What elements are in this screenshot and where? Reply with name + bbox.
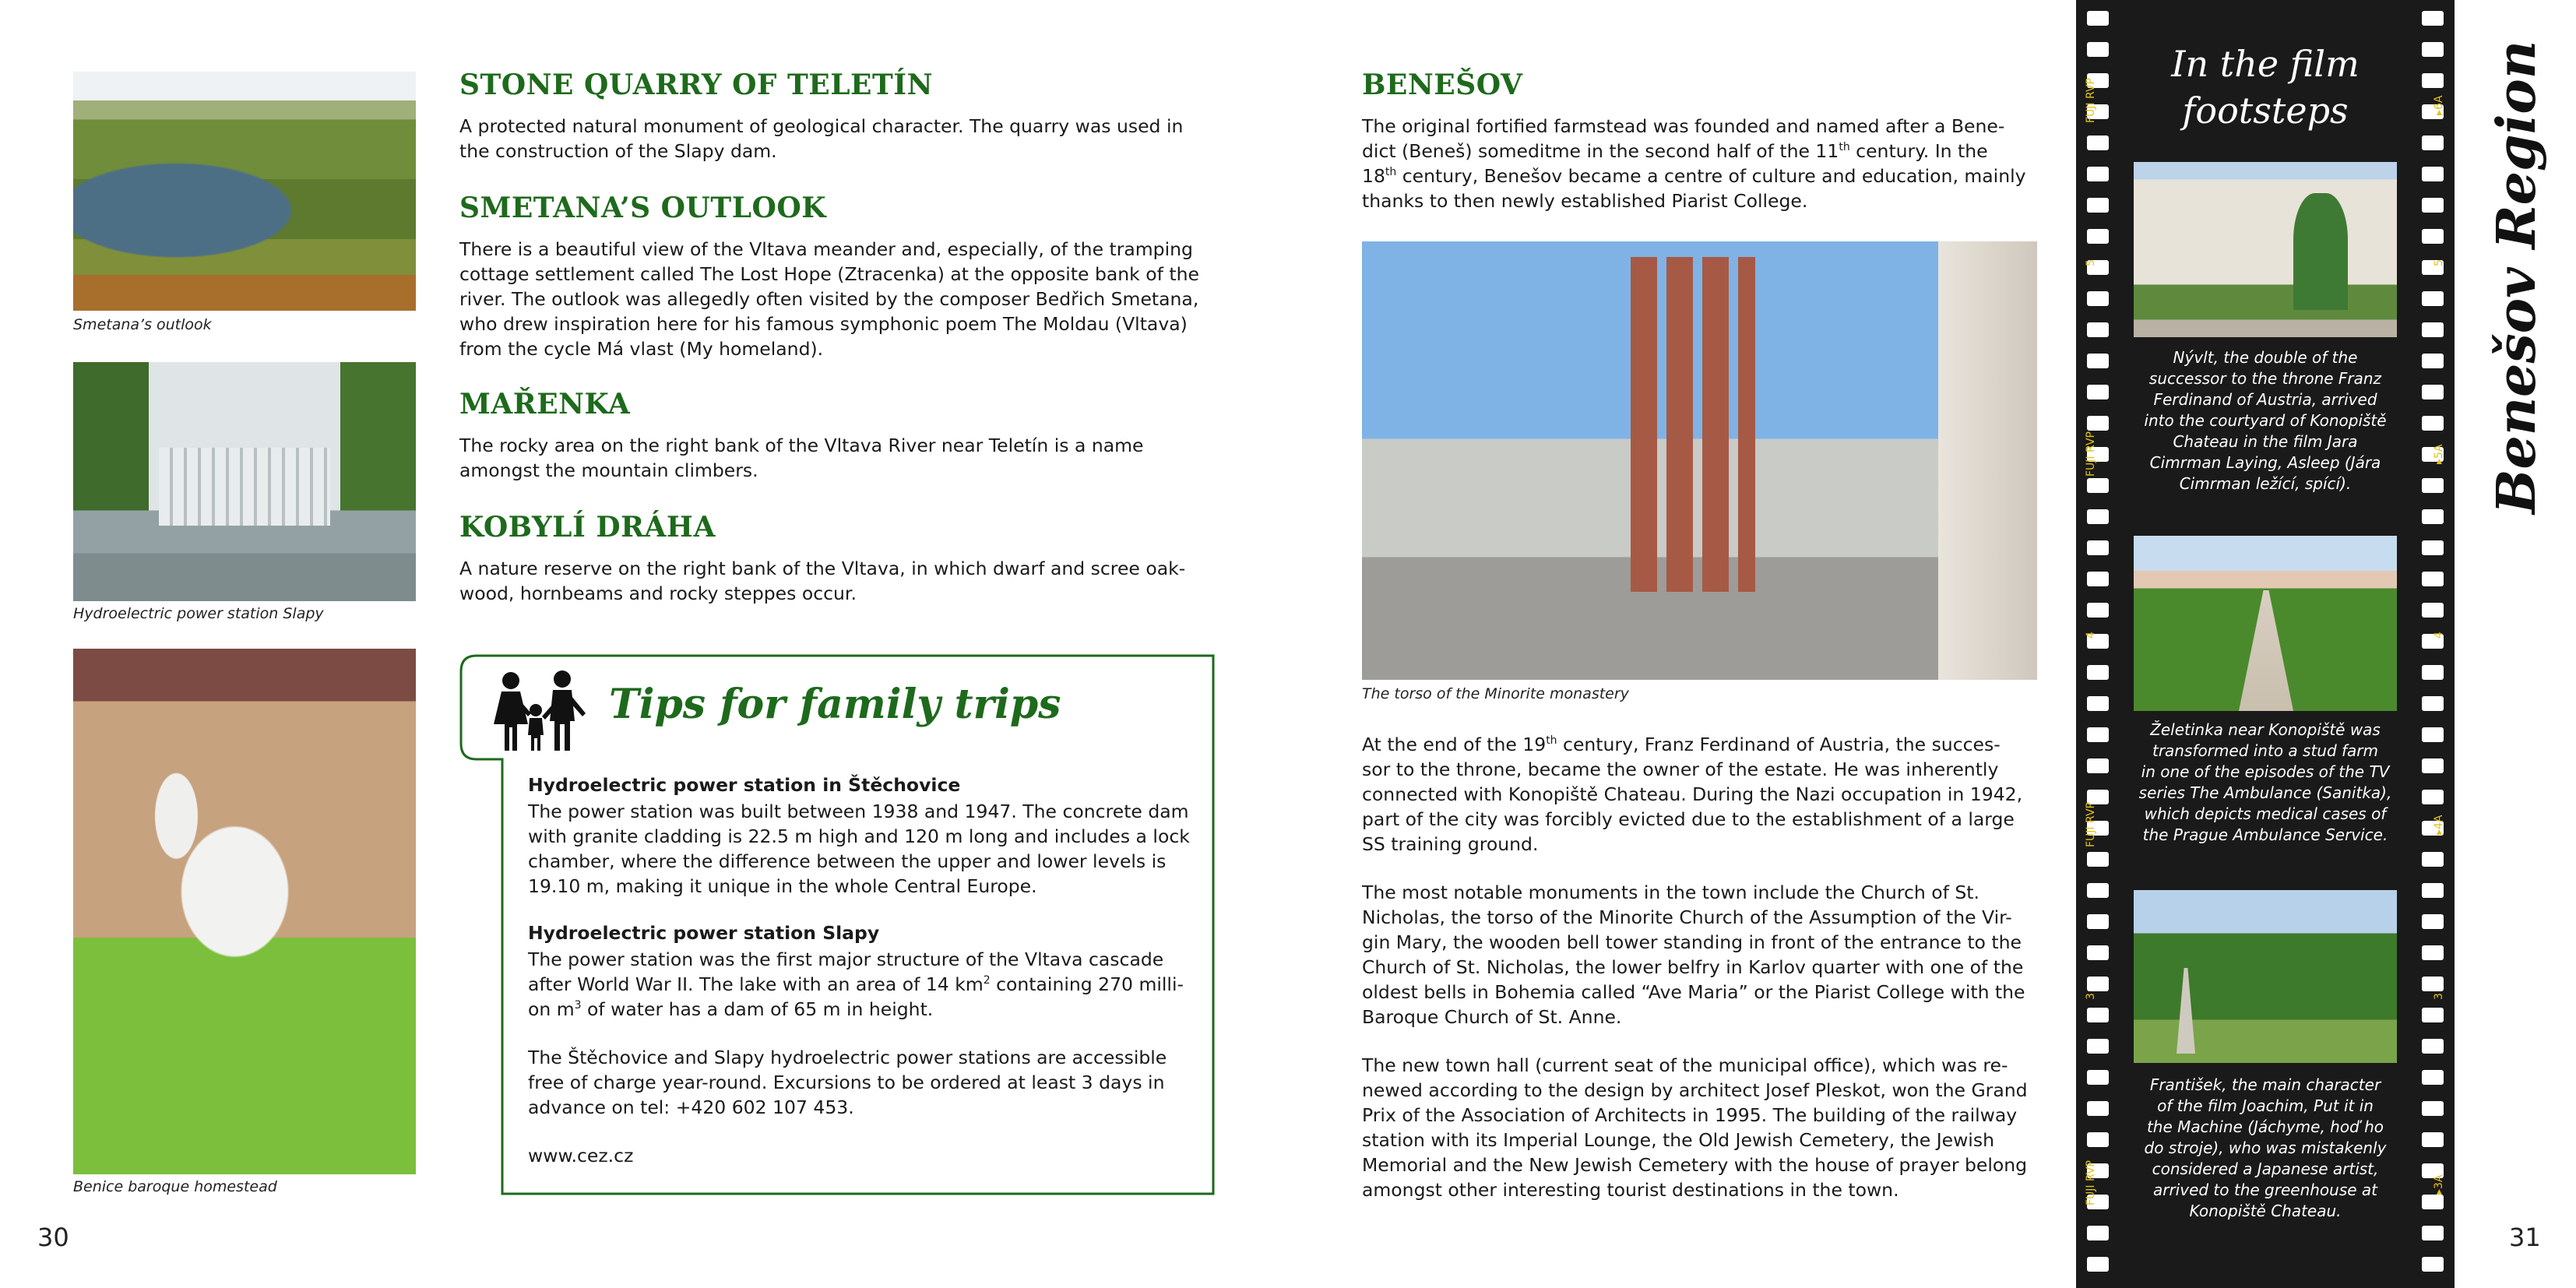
tips-item-subtitle: Hydroelectric power station in Štěchovice	[528, 774, 961, 796]
film-perforation	[2422, 603, 2444, 618]
film-photo-konopiste-greenhouse	[2134, 890, 2397, 1063]
film-edge-mark: 4	[2085, 632, 2097, 639]
film-perforation	[2087, 198, 2109, 213]
film-perforation	[2087, 11, 2109, 26]
film-perforation	[2422, 977, 2444, 991]
section-heading: SMETANA’S OUTLOOK	[459, 192, 827, 224]
section-body: A nature reserve on the right bank of the Vltava, in which dwarf and scree oak- wood, hornbeams and rocky steppes occur.	[459, 558, 1186, 604]
film-perforation	[2422, 229, 2444, 244]
film-edge-mark: 5	[2433, 259, 2445, 266]
film-perforation	[2087, 977, 2109, 991]
section-body: A protected natural monument of geological character. The quarry was used in the construction of the Slapy dam.	[459, 115, 1184, 162]
film-perforation	[2087, 727, 2109, 742]
film-perforation	[2422, 914, 2444, 929]
film-perforation	[2087, 1070, 2109, 1085]
film-perforation	[2087, 385, 2109, 399]
film-perforation	[2422, 665, 2444, 680]
film-perforation	[2422, 1132, 2444, 1147]
film-perforation	[2422, 852, 2444, 867]
film-edge-mark: ▸5A	[2433, 444, 2445, 464]
photo-minorite-monastery	[1362, 241, 2037, 680]
film-perforation	[2422, 291, 2444, 306]
film-perforation	[2422, 540, 2444, 555]
intro-text: The original fortified farmstead was founded and named after a Bene- dict (Beneš) someditme in the second half of the 11th century. In the 18th century, Benešov became a centre of culture and education, mainly thanks to then newly established Piarist College.	[1362, 115, 2026, 212]
film-perforation	[2422, 572, 2444, 586]
film-perforation	[2087, 1008, 2109, 1022]
film-caption: Želetinka near Konopiště was transformed into a stud farm in one of the episodes of the TV series The Ambulance (Sanitka), which depicts medical cases of the Prague Ambulance Service.	[2138, 720, 2392, 844]
family-icon	[481, 670, 598, 755]
film-perforation	[2422, 727, 2444, 742]
film-perforation	[2087, 354, 2109, 368]
film-perforation	[2087, 945, 2109, 960]
film-perforation	[2087, 572, 2109, 586]
photo-caption: Smetana’s outlook	[73, 316, 212, 333]
section-heading: STONE QUARRY OF TELETÍN	[459, 69, 934, 101]
film-perforation	[2422, 883, 2444, 898]
tips-item-body: The power station was built between 1938 and 1947. The concrete dam with granite cladding is 22.5 m high and 120 m long and includes a lock chamber, where the difference between the upper and lower levels is 19.10 m, making it unique in the whole Central Europe.	[528, 801, 1190, 897]
film-perforation	[2422, 322, 2444, 337]
film-perforation	[2422, 354, 2444, 368]
film-perforation	[2087, 852, 2109, 867]
film-perforation	[2422, 1257, 2444, 1272]
film-perforation	[2087, 229, 2109, 244]
photo-caption: Hydroelectric power station Slapy	[73, 605, 324, 622]
film-perforation	[2422, 478, 2444, 493]
film-perforation	[2087, 291, 2109, 306]
film-perforation	[2422, 416, 2444, 431]
paragraph: The new town hall (current seat of the municipal office), which was re- newed according to the design by architect Josef Pleskot, won the Grand Prix of the Association of Architects in 1995. The building of the railway station with its Imperial Lounge, the Old Jewish Cemetery, the Jewish Memorial and the New Jewish Cemetery with the house of prayer belong amongst other interesting tourist destinations in the town.	[1362, 1054, 2028, 1201]
film-strip-title: In the film footsteps	[2171, 43, 2360, 132]
section-heading: MAŘENKA	[459, 388, 631, 421]
film-perforation	[2087, 540, 2109, 555]
film-perforation	[2422, 11, 2444, 26]
film-perforation	[2422, 758, 2444, 773]
paragraph: At the end of the 19th century, Franz Ferdinand of Austria, the succes- sor to the throne, became the owner of the estate. He was inherently connected with Konopiště Chateau. During the Nazi occupation in 1942, part of the city was forcibly evicted due to the establishment of a large SS training ground.	[1362, 734, 2023, 855]
film-edge-mark: FUJI RVP	[2085, 1160, 2097, 1205]
film-photo-konopiste-courtyard	[2134, 162, 2397, 337]
film-perforation	[2422, 1101, 2444, 1116]
film-perforation	[2422, 509, 2444, 524]
film-perforation	[2422, 167, 2444, 181]
film-perforation	[2422, 135, 2444, 150]
photo-caption: Benice baroque homestead	[73, 1178, 277, 1195]
section-heading: BENEŠOV	[1362, 69, 1523, 101]
film-perforation	[2422, 1039, 2444, 1054]
film-perforation	[2422, 1195, 2444, 1209]
film-edge-mark: FUJI RVP	[2085, 431, 2097, 477]
section-body: The rocky area on the right bank of the Vltava River near Teletín is a name amongst the mountain climbers.	[459, 435, 1144, 481]
film-perforation	[2087, 758, 2109, 773]
photo-caption: The torso of the Minorite monastery	[1362, 685, 1629, 702]
film-perforation	[2087, 509, 2109, 524]
film-edge-mark: ▸4A	[2433, 815, 2445, 835]
film-perforation	[2422, 1070, 2444, 1085]
page-number: 30	[37, 1223, 69, 1252]
photo-benice-homestead	[73, 649, 416, 1174]
film-perforation	[2087, 1101, 2109, 1116]
photo-smetanas-outlook	[73, 72, 416, 311]
tips-item-subtitle: Hydroelectric power station Slapy	[528, 922, 880, 944]
film-perforation	[2422, 790, 2444, 804]
tips-title: Tips for family trips	[609, 681, 1061, 728]
film-perforation	[2087, 478, 2109, 493]
section-heading: KOBYLÍ DRÁHA	[459, 511, 716, 544]
film-perforation	[2087, 167, 2109, 181]
family-tips-box	[459, 654, 1215, 1195]
film-perforation	[2087, 1132, 2109, 1147]
film-caption: František, the main character of the film Joachim, Put it in the Machine (Jáchyme, hoď ho do stroje), who was mistakenly considered a Japanese artist, arrived to the greenhouse at Konopiště Chateau.	[2144, 1075, 2387, 1220]
film-perforation	[2422, 1226, 2444, 1240]
film-perforation	[2087, 696, 2109, 711]
film-perforation	[2087, 603, 2109, 618]
film-perforation	[2422, 1008, 2444, 1022]
film-caption: Nývlt, the double of the successor to the throne Franz Ferdinand of Austria, arrived into the courtyard of Konopiště Chateau in the film Jara Cimrman Laying, Asleep (Jára Cimrman ležící, spící).	[2144, 348, 2387, 493]
film-perforation	[2422, 385, 2444, 399]
tips-website-link[interactable]: www.cez.cz	[528, 1145, 634, 1167]
film-edge-mark: ▸6A	[2433, 95, 2445, 115]
film-perforation	[2087, 1226, 2109, 1240]
film-perforation	[2087, 665, 2109, 680]
side-title: Benešov Region	[2486, 40, 2548, 514]
section-body: There is a beautiful view of the Vltava meander and, especially, of the tramping cottage settlement called The Lost Hope (Ztracenka) at the opposite bank of the river. The outlook was allegedly often visited by the composer Bedřich Smetana, who drew inspiration here for his famous symphonic poem The Moldau (Vltava) from the cycle Má vlast (My homeland).	[459, 238, 1199, 360]
film-edge-mark: 5	[2085, 259, 2097, 266]
film-perforation	[2422, 696, 2444, 711]
film-perforation	[2087, 883, 2109, 898]
film-perforation	[2087, 135, 2109, 150]
photo-slapy-power-station	[73, 362, 416, 601]
film-perforation	[2422, 198, 2444, 213]
tips-note: The Štěchovice and Slapy hydroelectric power stations are accessible free of charge year-round. Excursions to be ordered at least 3 days in advance on tel: +420 602 107 453.	[528, 1047, 1167, 1118]
film-edge-mark: FUJI RVP	[2085, 78, 2097, 123]
film-perforation	[2087, 1039, 2109, 1054]
film-strip	[2076, 0, 2455, 1288]
film-perforation	[2087, 416, 2109, 431]
film-edge-mark: ▸3A	[2433, 1174, 2445, 1195]
page-number: 31	[2509, 1223, 2541, 1252]
paragraph: The most notable monuments in the town include the Church of St. Nicholas, the torso of the Minorite Church of the Assumption of the Vir- gin Mary, the wooden bell tower standing in front of the entrance to the Church of St. Nicholas, the lower belfry in Karlov quarter with one of the oldest bells in Bohemia called “Ave Maria” or the Piarist College with the Baroque Church of St. Anne.	[1362, 882, 2025, 1028]
film-perforation	[2422, 945, 2444, 960]
film-perforation	[2087, 914, 2109, 929]
film-perforation	[2087, 322, 2109, 337]
film-edge-mark: 3	[2085, 993, 2097, 1000]
film-edge-mark: 4	[2433, 632, 2445, 639]
film-edge-mark: FUJI RVP	[2085, 802, 2097, 847]
film-photo-zeletinka	[2134, 536, 2397, 711]
film-perforation	[2087, 1257, 2109, 1272]
film-edge-mark: 3	[2433, 993, 2445, 1000]
tips-item-body: The power station was the first major structure of the Vltava cascade after World War II. The lake with an area of 14 $km^2$ containing 270 milli- on $m^3$ of water has a dam of 65 m in height.	[528, 948, 1184, 1020]
